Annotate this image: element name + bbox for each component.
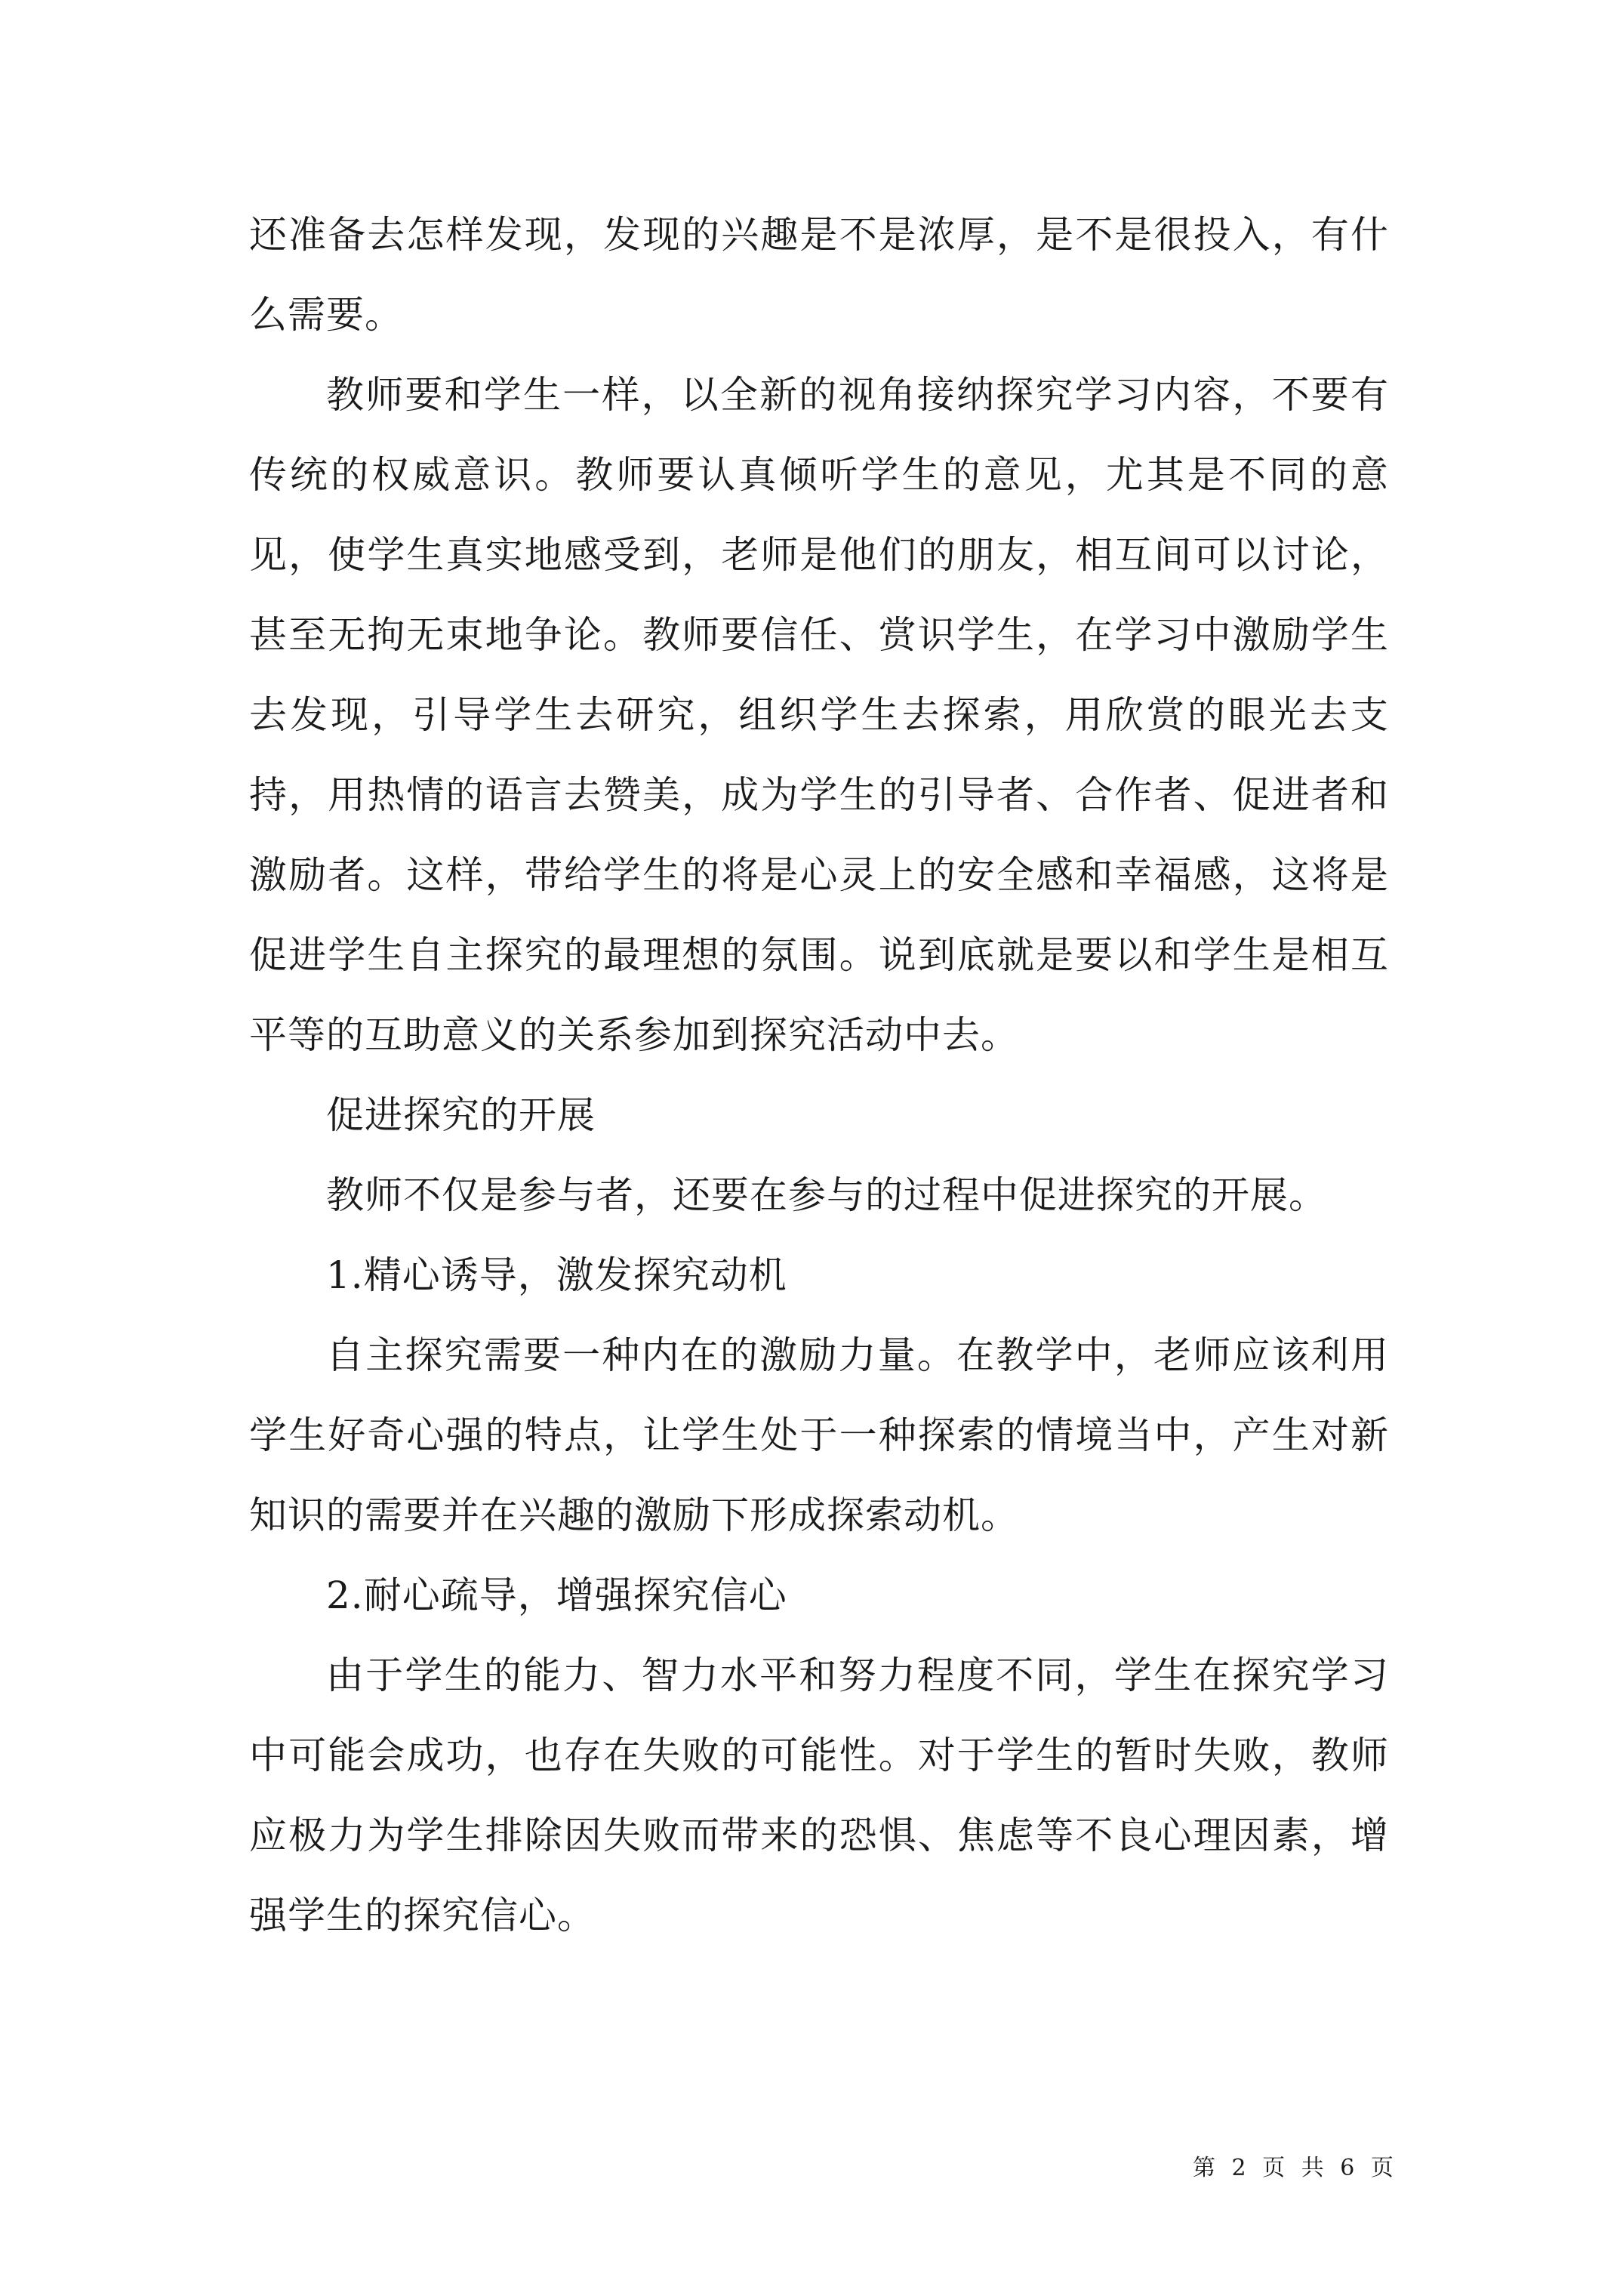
page-number-footer: 第 2 页 共 6 页 bbox=[1193, 2155, 1398, 2181]
subheading-1: 1.精心诱导，激发探究动机 bbox=[326, 1253, 787, 1297]
paragraph-4: 自主探究需要一种内在的激励力量。在教学中，老师应该利用学生好奇心强的特点，让学生处于一种探索的情境当中，产生对新知识的需要并在兴趣的激励下形成探索动机。 bbox=[249, 1333, 1389, 1537]
section-heading-promote-inquiry: 促进探究的开展 bbox=[326, 1093, 596, 1137]
paragraph-2: 教师要和学生一样，以全新的视角接纳探究学习内容，不要有传统的权威意识。教师要认真倾听学生的意见，尤其是不同的意见，使学生真实地感受到，老师是他们的朋友，相互间可以讨论，甚至无拘无束地争论。教师要信任、赏识学生，在学习中激励学生去发现，引导学生去研究，组织学生去探索，用欣赏的眼光去支持，用热情的语言去赞美，成为学生的引导者、合作者、促进者和激励者。这样，带给学生的将是心灵上的安全感和幸福感，这将是促进学生自主探究的最理想的氛围。说到底就是要以和学生是相互平等的互助意义的关系参加到探究活动中去。 bbox=[249, 373, 1389, 1057]
paragraph-1: 还准备去怎样发现，发现的兴趣是不是浓厚，是不是很投入，有什么需要。 bbox=[249, 213, 1389, 337]
subheading-2: 2.耐心疏导，增强探究信心 bbox=[326, 1573, 787, 1617]
paragraph-5: 由于学生的能力、智力水平和努力程度不同，学生在探究学习中可能会成功，也存在失败的可能性。对于学生的暂时失败，教师应极力为学生排除因失败而带来的恐惧、焦虑等不良心理因素，增强学生的探究信心。 bbox=[249, 1653, 1389, 1937]
paragraph-3: 教师不仅是参与者，还要在参与的过程中促进探究的开展。 bbox=[326, 1173, 1327, 1217]
body-text bbox=[249, 195, 1389, 1955]
